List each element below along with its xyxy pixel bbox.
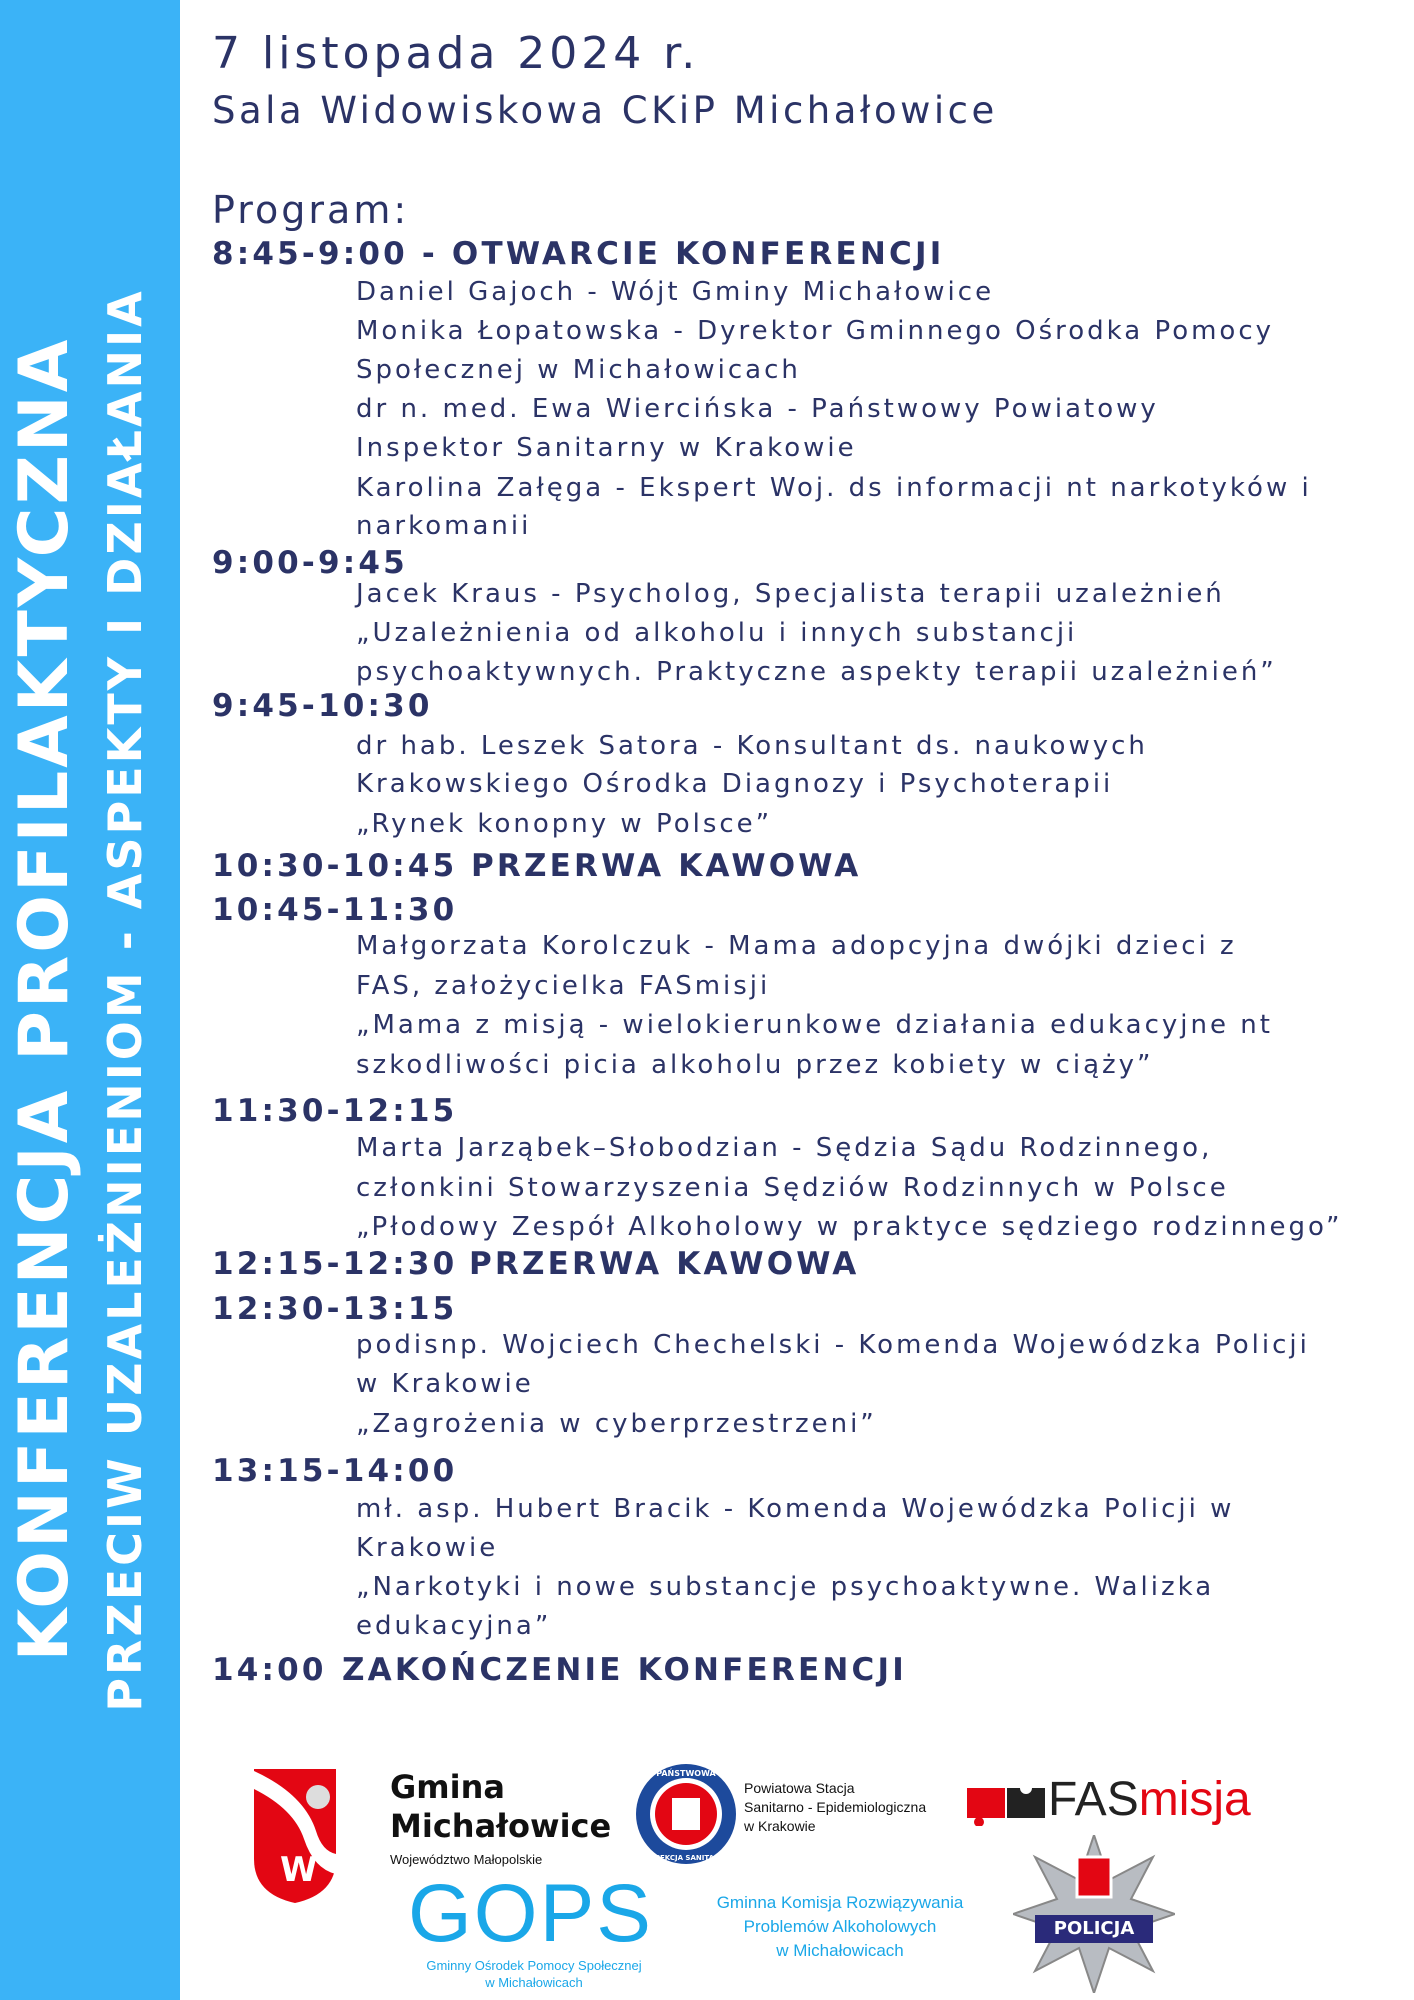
session-line: mł. asp. Hubert Bracik - Komenda Wojewódzka Policji w <box>356 1494 1235 1524</box>
gmina-logo-name1: Gmina <box>390 1768 505 1806</box>
gops-logo: GOPS <box>408 1868 653 1959</box>
session-line: Krakowie <box>356 1533 499 1563</box>
session-line: dr hab. Leszek Satora - Konsultant ds. naukowych <box>356 731 1148 761</box>
sanepid-ring-top: PAŃSTWOWA <box>656 1769 716 1778</box>
session-line: „Mama z misją - wielokierunkowe działania edukacyjne nt <box>356 1010 1273 1040</box>
policja-label: POLICJA <box>1053 1918 1135 1939</box>
sanepid-line2: Sanitarno - Epidemiologiczna <box>744 1799 927 1815</box>
session-line: członkini Stowarzyszenia Sędziów Rodzinnych w Polsce <box>356 1173 1229 1203</box>
session-line: podisnp. Wojciech Chechelski - Komenda Wojewódzka Policji <box>356 1330 1310 1360</box>
session-line: Małgorzata Korolczuk - Mama adopcyjna dwójki dzieci z <box>356 931 1237 961</box>
komisja-line1: Gminna Komisja Rozwiązywania <box>716 1893 964 1912</box>
break-time: 12:15-12:30 <box>212 1246 458 1282</box>
closing-title: ZAKOŃCZENIE KONFERENCJI <box>342 1652 907 1688</box>
session-line: dr n. med. Ewa Wiercińska - Państwowy Powiatowy <box>356 394 1159 424</box>
session-line: szkodliwości picia alkoholu przez kobiety w ciąży” <box>356 1050 1154 1080</box>
session-line: „Narkotyki i nowe substancje psychoaktywne. Walizka <box>356 1572 1215 1602</box>
gops-caption2: w Michałowicach <box>485 1975 583 1990</box>
gmina-coat-of-arms-icon <box>254 1769 336 1903</box>
session-heading: 9:45-10:30 <box>212 688 433 724</box>
komisja-line3: w Michałowicach <box>776 1941 904 1960</box>
session-line: narkomanii <box>356 511 532 541</box>
session-line: Karolina Załęga - Ekspert Woj. ds informacji nt narkotyków i <box>356 473 1312 503</box>
session-line: FAS, założycielka FASmisji <box>356 971 771 1001</box>
session-heading: 11:30-12:15 <box>212 1093 458 1129</box>
session-line: „Uzależnienia od alkoholu i innych substancji <box>356 618 1078 648</box>
closing-time: 14:00 <box>212 1652 327 1688</box>
break-title: PRZERWA KAWOWA <box>471 848 862 884</box>
session-line: „Płodowy Zespół Alkoholowy w praktyce sędziego rodzinnego” <box>356 1212 1343 1242</box>
conference-subtitle-vertical: PRZECIW UZALEŻNIENIOM - ASPEKTY I DZIAŁANIA <box>98 288 152 1712</box>
fasmisja-part2: misja <box>1138 1773 1251 1826</box>
session-heading: 10:45-11:30 <box>212 892 458 928</box>
session-line: Inspektor Sanitarny w Krakowie <box>356 433 857 463</box>
program-label: Program: <box>212 188 410 232</box>
sidebar-banner <box>0 0 180 2000</box>
session-heading: 9:00-9:45 <box>212 545 408 581</box>
puzzle-icon <box>967 1782 1047 1826</box>
session-line: Daniel Gajoch - Wójt Gminy Michałowice <box>356 277 995 307</box>
session-line: psychoaktywnych. Praktyczne aspekty terapii uzależnień” <box>356 657 1277 687</box>
session-line: „Zagrożenia w cyberprzestrzeni” <box>356 1409 877 1439</box>
session-line: Marta Jarząbek–Słobodzian - Sędzia Sądu Rodzinnego, <box>356 1133 1213 1163</box>
sanepid-emblem-icon <box>634 1762 738 1866</box>
svg-text:W: W <box>280 1850 318 1890</box>
conference-title-vertical: KONFERENCJA PROFILAKTYCZNA <box>5 336 84 1662</box>
session-line: edukacyjna” <box>356 1611 552 1641</box>
gops-caption1: Gminny Ośrodek Pomocy Społecznej <box>426 1958 642 1973</box>
event-venue: Sala Widowiskowa CKiP Michałowice <box>212 89 998 132</box>
break-time: 10:30-10:45 <box>212 848 458 884</box>
session-line: „Rynek konopny w Polsce” <box>356 809 773 839</box>
fasmisja-part1: FAS <box>1048 1773 1139 1826</box>
komisja-line2: Problemów Alkoholowych <box>743 1917 937 1936</box>
policja-star-icon <box>1013 1835 1175 1993</box>
session-line: Monika Łopatowska - Dyrektor Gminnego Ośrodka Pomocy <box>356 316 1275 346</box>
session-heading: 12:30-13:15 <box>212 1291 458 1327</box>
fasmisja-logo <box>1048 1772 1251 1828</box>
sanepid-line3: w Krakowie <box>744 1818 816 1834</box>
sanepid-line1: Powiatowa Stacja <box>744 1780 855 1796</box>
session-heading: 13:15-14:00 <box>212 1453 458 1489</box>
session-heading: 8:45-9:00 - OTWARCIE KONFERENCJI <box>212 236 945 272</box>
gmina-logo-sub: Województwo Małopolskie <box>390 1852 543 1867</box>
event-date: 7 listopada 2024 r. <box>212 28 700 79</box>
session-line: w Krakowie <box>356 1369 534 1399</box>
session-line: Krakowskiego Ośrodka Diagnozy i Psychoterapii <box>356 769 1114 799</box>
session-line: Jacek Kraus - Psycholog, Specjalista terapii uzależnień <box>356 579 1225 609</box>
sanepid-ring-bottom: INSPEKCJA SANITARNA <box>641 1854 731 1862</box>
gmina-logo-name2: Michałowice <box>390 1807 612 1845</box>
break-title: PRZERWA KAWOWA <box>469 1246 860 1282</box>
session-line: Społecznej w Michałowicach <box>356 355 801 385</box>
